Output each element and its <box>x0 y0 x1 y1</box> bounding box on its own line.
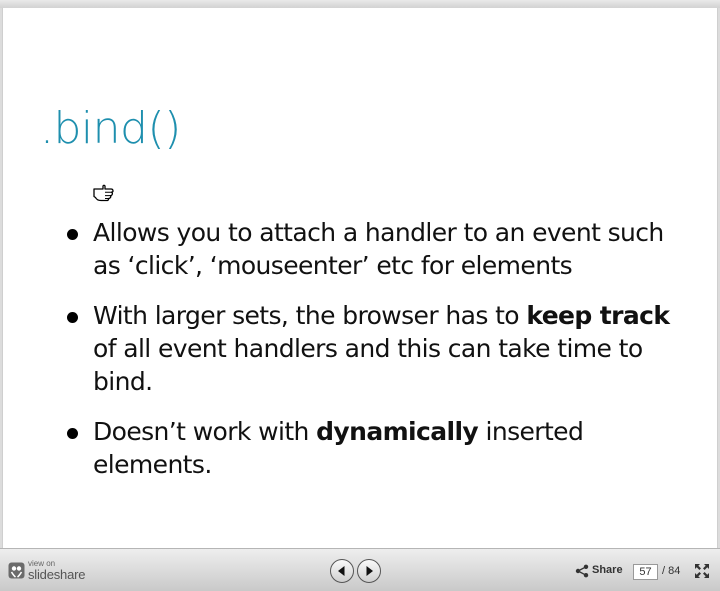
top-border <box>0 0 720 8</box>
page-total: / 84 <box>662 565 681 577</box>
bullet-text: inserted elements. <box>93 417 584 479</box>
bullet-item <box>63 216 683 282</box>
share-icon <box>575 564 589 578</box>
slide-canvas <box>2 8 718 548</box>
page-number-input[interactable] <box>633 564 658 580</box>
brand-name: slideshare <box>28 567 86 582</box>
share-label: Share <box>592 564 623 576</box>
bullet-dot <box>67 312 78 323</box>
bullet-item <box>63 299 683 398</box>
bullet-item <box>63 415 683 481</box>
bullet-text: of all event handlers and this can take time to bind. <box>93 334 643 396</box>
pointing-hand-icon <box>92 181 116 203</box>
bullet-text: Doesn’t work with <box>93 417 317 446</box>
previous-arrow-icon <box>331 560 353 582</box>
bullet-text: Allows you to attach a handler to an event such as ‘click’, ‘mouseenter’ etc for elements <box>93 218 664 280</box>
bullet-emphasis: keep track <box>526 301 670 330</box>
fullscreen-icon[interactable] <box>694 563 710 579</box>
bullet-emphasis: dynamically <box>316 417 479 446</box>
bullet-dot <box>67 428 78 439</box>
bullet-text: With larger sets, the browser has to <box>93 301 527 330</box>
bullet-list <box>63 216 683 498</box>
slideshare-logo-icon <box>8 562 25 579</box>
player-toolbar <box>0 548 720 591</box>
brand-prefix: view on <box>28 559 56 568</box>
next-arrow-icon <box>358 560 380 582</box>
previous-slide-button[interactable] <box>330 559 354 583</box>
slide-title: .bind() <box>40 103 181 154</box>
next-slide-button[interactable] <box>357 559 381 583</box>
bullet-dot <box>67 229 78 240</box>
